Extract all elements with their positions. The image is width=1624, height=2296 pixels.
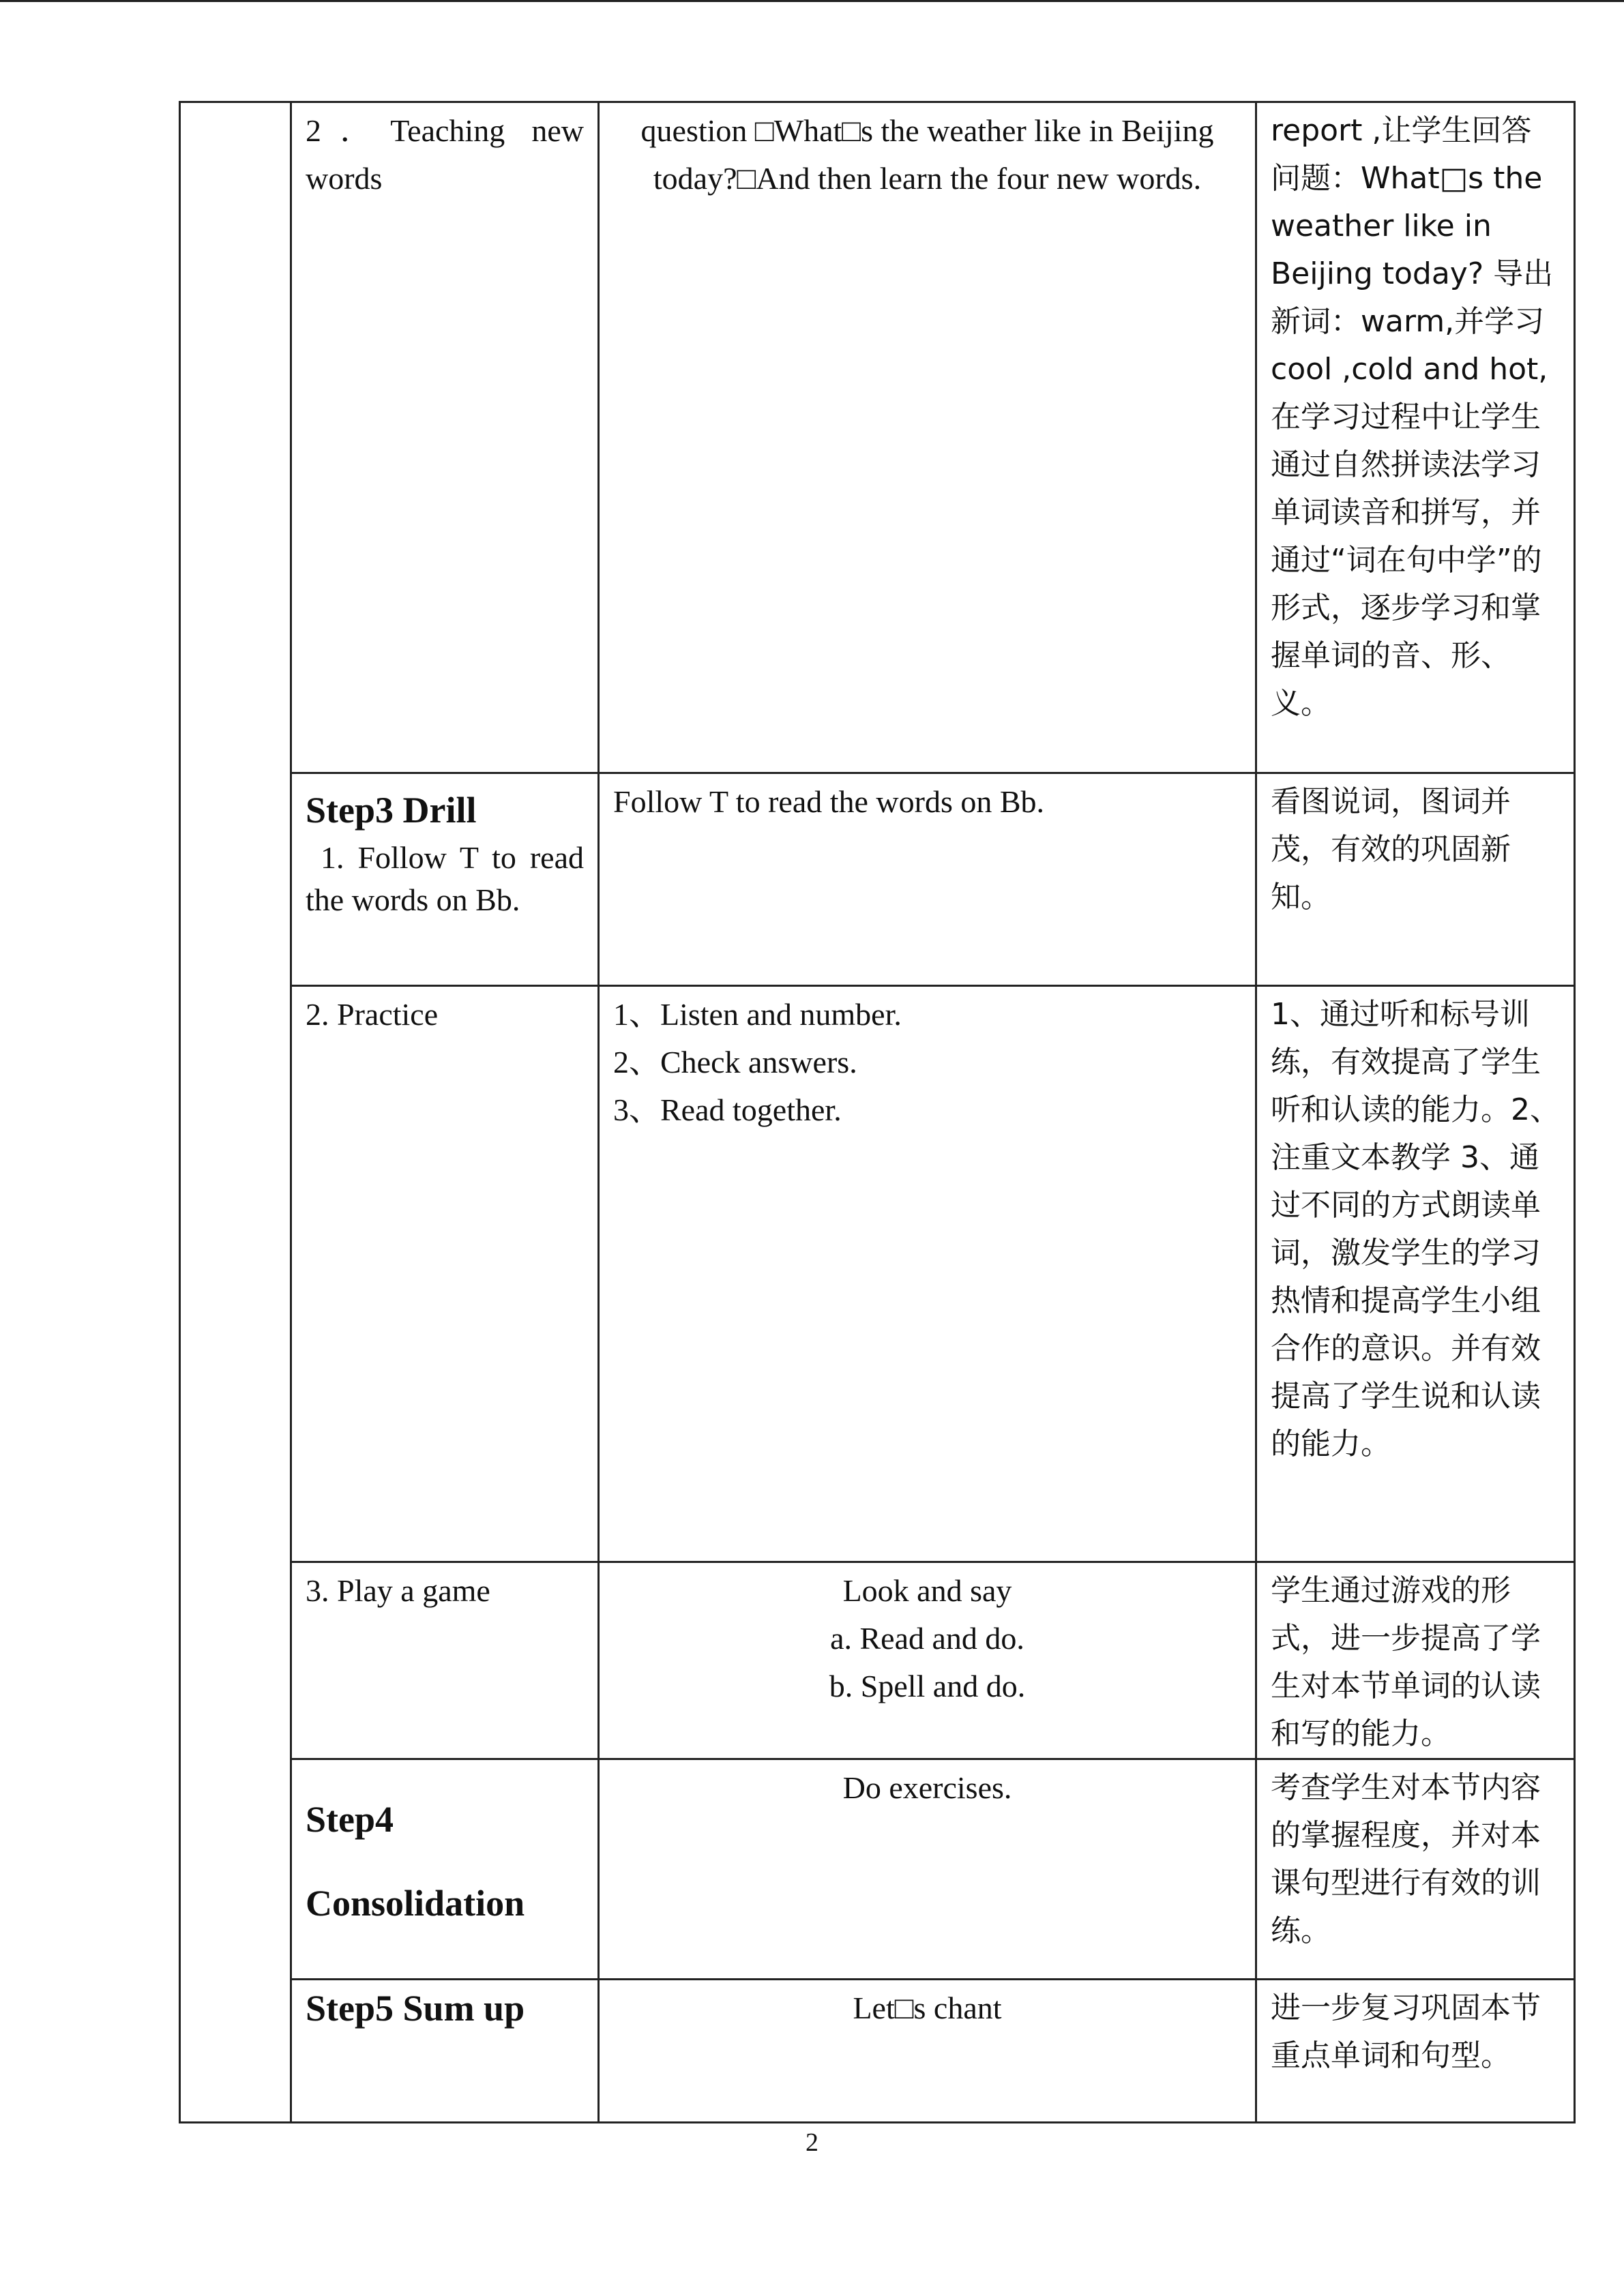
purpose-cell	[1256, 102, 1575, 773]
activity-text: question □What□s the weather like in Beijing today?□And then learn the four new words.	[640, 113, 1214, 196]
stage-text: 2. Practice	[306, 997, 439, 1032]
stage-cell	[291, 986, 599, 1562]
activity-text: Follow T to read the words on Bb.	[613, 784, 1045, 819]
purpose-cell	[1256, 1980, 1575, 2123]
table-row	[180, 773, 1575, 986]
top-border-line	[0, 0, 1624, 2]
stage-cell	[291, 773, 599, 986]
activity-line: 3、Read together.	[613, 1092, 842, 1127]
purpose-text: 1、通过听和标号训练，有效提高了学生听和认读的能力。2、注重文本教学 3、通过不同的方式朗读单词，激发学生的学习热情和提高学生小组合作的意识。并有效提高了学生说和认读的能力。	[1271, 997, 1560, 1461]
table-row	[180, 986, 1575, 1562]
table-row	[180, 1980, 1575, 2123]
activity-line: 2、Check answers.	[613, 1045, 857, 1079]
table-row	[180, 102, 1575, 773]
stage-text: 1. Follow T to read the words on Bb.	[306, 840, 584, 917]
activity-cell	[599, 1759, 1256, 1980]
activity-cell	[599, 102, 1256, 773]
activity-line: Look and say	[842, 1573, 1012, 1608]
step-title: Step3 Drill	[306, 790, 477, 831]
table-row	[180, 1562, 1575, 1759]
purpose-text: report ,让学生回答问题：What□s the weather like in Beijing today? 导出新词：warm,并学习 cool ,cold and hot,在学习过程中让学生通过自然拼读法学习单词读音和拼写，并通过“词在句中学”的形式，逐步学习和掌握单词的音、形、义。	[1271, 113, 1554, 721]
activity-cell	[599, 773, 1256, 986]
activity-cell	[599, 1562, 1256, 1759]
stage-cell	[291, 1759, 599, 1980]
step-title: Step5 Sum up	[306, 1988, 525, 2029]
purpose-text: 进一步复习巩固本节重点单词和句型。	[1271, 1991, 1541, 2073]
stage-text: 3. Play a game	[306, 1573, 490, 1608]
activity-cell	[599, 1980, 1256, 2123]
table-row	[180, 1759, 1575, 1980]
activity-line: b. Spell and do.	[829, 1669, 1026, 1703]
activity-text: Do exercises.	[842, 1770, 1012, 1805]
blank-left-column	[180, 102, 291, 2123]
step-title: Consolidation	[306, 1883, 525, 1924]
activity-line: a. Read and do.	[830, 1621, 1024, 1656]
activity-text: Let□s chant	[853, 1991, 1002, 2025]
stage-text: 2．Teaching new words	[306, 113, 584, 196]
activity-line: 1、Listen and number.	[613, 997, 902, 1032]
purpose-text: 学生通过游戏的形式，进一步提高了学生对本节单词的认读和写的能力。	[1271, 1573, 1541, 1751]
purpose-cell	[1256, 1562, 1575, 1759]
purpose-text: 看图说词，图词并茂，有效的巩固新知。	[1271, 784, 1511, 914]
page-number: 2	[806, 2128, 818, 2157]
purpose-text: 考查学生对本节内容的掌握程度，并对本课句型进行有效的训练。	[1271, 1770, 1541, 1948]
stage-cell	[291, 1562, 599, 1759]
lesson-plan-table	[179, 101, 1576, 2123]
step-title: Step4	[306, 1799, 394, 1840]
stage-cell	[291, 102, 599, 773]
purpose-cell	[1256, 773, 1575, 986]
activity-cell	[599, 986, 1256, 1562]
purpose-cell	[1256, 1759, 1575, 1980]
purpose-cell	[1256, 986, 1575, 1562]
stage-cell	[291, 1980, 599, 2123]
